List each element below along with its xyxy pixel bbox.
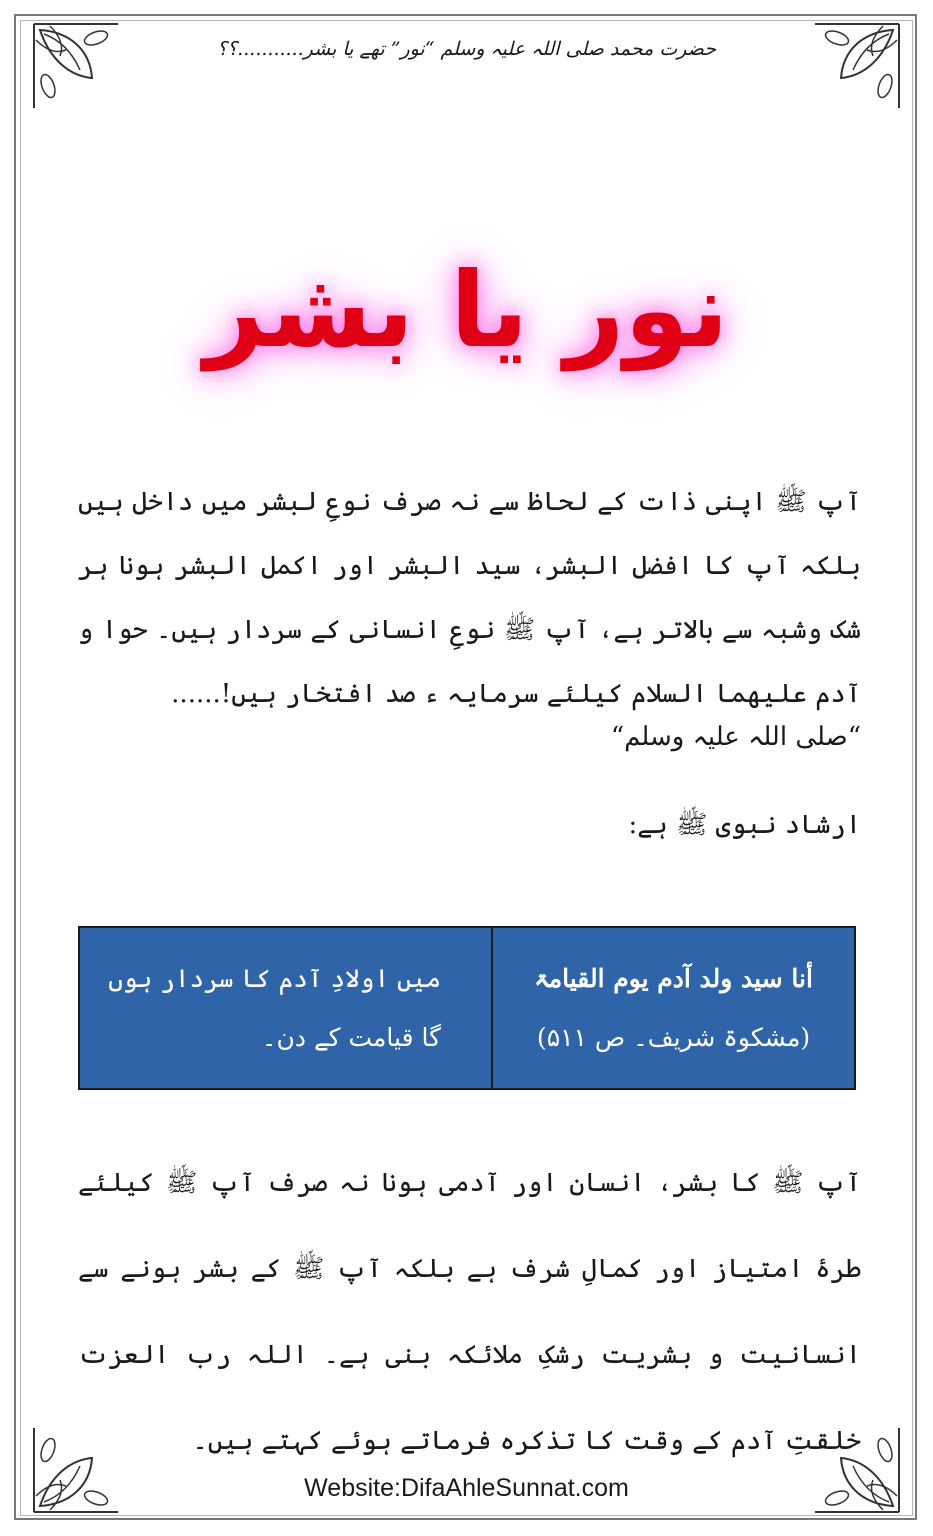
paragraph-closing: آپ ﷺ کا بشر، انسان اور آدمی ہونا نہ صرف آپ ﷺ کیلئے طرۂ امتیاز اور کمالِ شرف ہے بلکہ آپ ﷺ کے بشر ہونے سے انسانیت و بشریت رشکِ ملائکہ بنی ہے۔ اللہ رب العزت خلقتِ آدم کے وقت کا تذکرہ فرماتے ہوئے کہتے ہیں۔ xyxy=(78,1168,861,1456)
corner-ornament-icon xyxy=(30,20,122,112)
hadith-translation-cell xyxy=(80,928,491,1088)
salutation-line: “صلی اللہ علیہ وسلم“ xyxy=(610,722,861,752)
header-title: حضرت محمد صلی اللہ علیہ وسلم “نور” تھے یا بشر...........؟؟ xyxy=(217,38,716,60)
translation-line-1: میں اولادِ آدم کا سردار ہوں xyxy=(108,964,441,993)
hadith-arabic-cell xyxy=(491,928,854,1088)
hadith-arabic-text: أنا سید ولد آدم یوم القیامۃ xyxy=(534,964,813,993)
translation-line-2: گا قیامت کے دن۔ xyxy=(261,1023,441,1052)
hadith-intro-line: ارشاد نبوی ﷺ ہے: xyxy=(628,810,861,840)
hadith-box xyxy=(78,926,856,1090)
main-title: نور یا بشر xyxy=(204,249,729,371)
website-footer: Website:DifaAhleSunnat.com xyxy=(304,1474,629,1502)
corner-ornament-icon xyxy=(811,20,903,112)
paragraph-intro: آپ ﷺ اپنی ذات کے لحاظ سے نہ صرف نوعِ لبشر میں داخل ہیں بلکہ آپ کا افضل البشر، سید البشر اور اکمل البشر ہونا ہر شک وشبہ سے بالاتر ہے، آپ ﷺ نوعِ انسانی کے سردار ہیں۔ حوا و آدم علیھما السلام کیلئے سرمایہ ء صد افتخار ہیں!...... xyxy=(78,487,861,709)
hadith-reference: (مشکوۃ شریف۔ ص ۵۱۱) xyxy=(536,1023,811,1052)
